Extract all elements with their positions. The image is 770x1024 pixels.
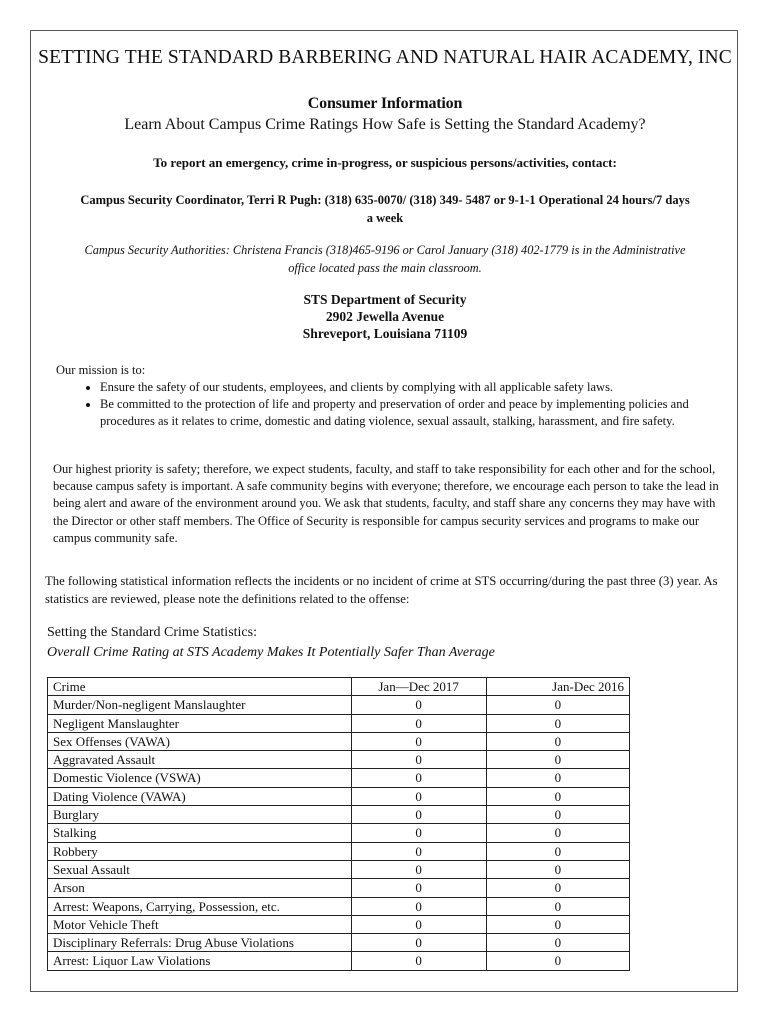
department-city: Shreveport, Louisiana 71109 — [302, 326, 468, 341]
table-row — [48, 915, 630, 933]
count-2017-cell: 0 — [351, 787, 486, 805]
crime-name-cell: Motor Vehicle Theft — [48, 915, 352, 933]
crime-name-cell: Murder/Non-negligent Manslaughter — [48, 696, 352, 714]
mission-intro: Our mission is to: — [56, 363, 146, 377]
count-2017-cell: 0 — [351, 824, 486, 842]
count-2016-cell: 0 — [486, 897, 629, 915]
consumer-information-heading: Consumer Information — [307, 95, 463, 112]
count-2017-cell: 0 — [351, 806, 486, 824]
table-row — [48, 806, 630, 824]
security-coordinator: Campus Security Coordinator, Terri R Pugh: (318) 635-0070/ (318) 349- 5487 or 9-1-1 Operational 24 hours/7 days a week — [80, 193, 690, 225]
table-header-row — [48, 678, 630, 696]
count-2016-cell: 0 — [486, 915, 629, 933]
count-2016-cell: 0 — [486, 787, 629, 805]
column-header-2016: Jan-Dec 2016 — [486, 678, 629, 696]
crime-statistics-table — [47, 677, 630, 971]
count-2017-cell: 0 — [351, 714, 486, 732]
table-row — [48, 952, 630, 970]
mission-section — [56, 362, 736, 430]
crime-statistics-heading — [47, 623, 647, 663]
department-name: STS Department of Security — [303, 292, 467, 307]
crime-name-cell: Stalking — [48, 824, 352, 842]
crime-rating-subtitle: Overall Crime Rating at STS Academy Makes It Potentially Safer Than Average — [47, 645, 495, 660]
count-2016-cell: 0 — [486, 714, 629, 732]
table-row — [48, 934, 630, 952]
table-row — [48, 696, 630, 714]
count-2017-cell: 0 — [351, 915, 486, 933]
count-2016-cell: 0 — [486, 732, 629, 750]
crime-name-cell: Arrest: Weapons, Carrying, Possession, etc. — [48, 897, 352, 915]
crime-name-cell: Sex Offenses (VAWA) — [48, 732, 352, 750]
crime-name-cell: Aggravated Assault — [48, 751, 352, 769]
count-2016-cell: 0 — [486, 879, 629, 897]
count-2017-cell: 0 — [351, 751, 486, 769]
report-instructions: To report an emergency, crime in-progress, or suspicious persons/activities, contact: — [153, 155, 617, 170]
column-header-crime: Crime — [48, 678, 352, 696]
crime-name-cell: Disciplinary Referrals: Drug Abuse Violations — [48, 934, 352, 952]
count-2016-cell: 0 — [486, 751, 629, 769]
crime-table-body — [48, 696, 630, 970]
crime-name-cell: Dating Violence (VAWA) — [48, 787, 352, 805]
crime-name-cell: Arson — [48, 879, 352, 897]
crime-name-cell: Robbery — [48, 842, 352, 860]
count-2017-cell: 0 — [351, 897, 486, 915]
crime-name-cell: Arrest: Liquor Law Violations — [48, 952, 352, 970]
crime-name-cell: Burglary — [48, 806, 352, 824]
page-title: SETTING THE STANDARD BARBERING AND NATURAL HAIR ACADEMY, INC — [38, 47, 732, 68]
crime-name-cell: Domestic Violence (VSWA) — [48, 769, 352, 787]
table-row — [48, 787, 630, 805]
count-2017-cell: 0 — [351, 934, 486, 952]
count-2016-cell: 0 — [486, 860, 629, 878]
count-2017-cell: 0 — [351, 732, 486, 750]
learn-heading: Learn About Campus Crime Ratings How Safe is Setting the Standard Academy? — [124, 116, 646, 133]
crime-name-cell: Negligent Manslaughter — [48, 714, 352, 732]
count-2016-cell: 0 — [486, 696, 629, 714]
count-2016-cell: 0 — [486, 934, 629, 952]
count-2016-cell: 0 — [486, 769, 629, 787]
count-2017-cell: 0 — [351, 769, 486, 787]
table-row — [48, 879, 630, 897]
count-2016-cell: 0 — [486, 806, 629, 824]
statistics-intro: The following statistical information reflects the incidents or no incident of crime at STS occurring/during the past three (3) year. As statistics are reviewed, please note the definitions related to the offense: — [45, 574, 718, 606]
count-2016-cell: 0 — [486, 824, 629, 842]
table-row — [48, 842, 630, 860]
department-address — [31, 291, 739, 342]
mission-list — [56, 379, 736, 430]
count-2017-cell: 0 — [351, 842, 486, 860]
count-2016-cell: 0 — [486, 952, 629, 970]
count-2017-cell: 0 — [351, 879, 486, 897]
department-street: 2902 Jewella Avenue — [325, 309, 445, 324]
priority-paragraph: Our highest priority is safety; therefore, we expect students, faculty, and staff to take responsibility for each other and for the school, because campus safety is important. A safe community begins with everyone; therefore, we encourage each person to take the lead in being alert and aware of the environment around you. We ask that students, faculty, and staff share any concerns they may have with the Director or other staff members. The Office of Security is responsible for campus security services and programs to make our campus community safe. — [53, 462, 719, 545]
mission-item: • Ensure the safety of our students, employees, and clients by complying with all applicable safety laws. — [100, 379, 736, 396]
crime-statistics-title: Setting the Standard Crime Statistics: — [47, 625, 257, 640]
count-2016-cell: 0 — [486, 842, 629, 860]
table-row — [48, 751, 630, 769]
table-row — [48, 824, 630, 842]
table-row — [48, 769, 630, 787]
table-row — [48, 732, 630, 750]
count-2017-cell: 0 — [351, 952, 486, 970]
security-authorities: Campus Security Authorities: Christena Francis (318)465-9196 or Carol January (318) 402-1779 is in the Administrative office located pass the main classroom. — [84, 243, 686, 275]
crime-name-cell: Sexual Assault — [48, 860, 352, 878]
document-page — [30, 30, 738, 992]
mission-item: • Be committed to the protection of life and property and preservation of order and peace by implementing policies and procedures as it relates to crime, domestic and dating violence, sexual assault, stalking, harassment, and fire safety. — [100, 396, 736, 430]
table-row — [48, 714, 630, 732]
count-2017-cell: 0 — [351, 696, 486, 714]
table-row — [48, 860, 630, 878]
table-row — [48, 897, 630, 915]
count-2017-cell: 0 — [351, 860, 486, 878]
column-header-2017: Jan—Dec 2017 — [351, 678, 486, 696]
